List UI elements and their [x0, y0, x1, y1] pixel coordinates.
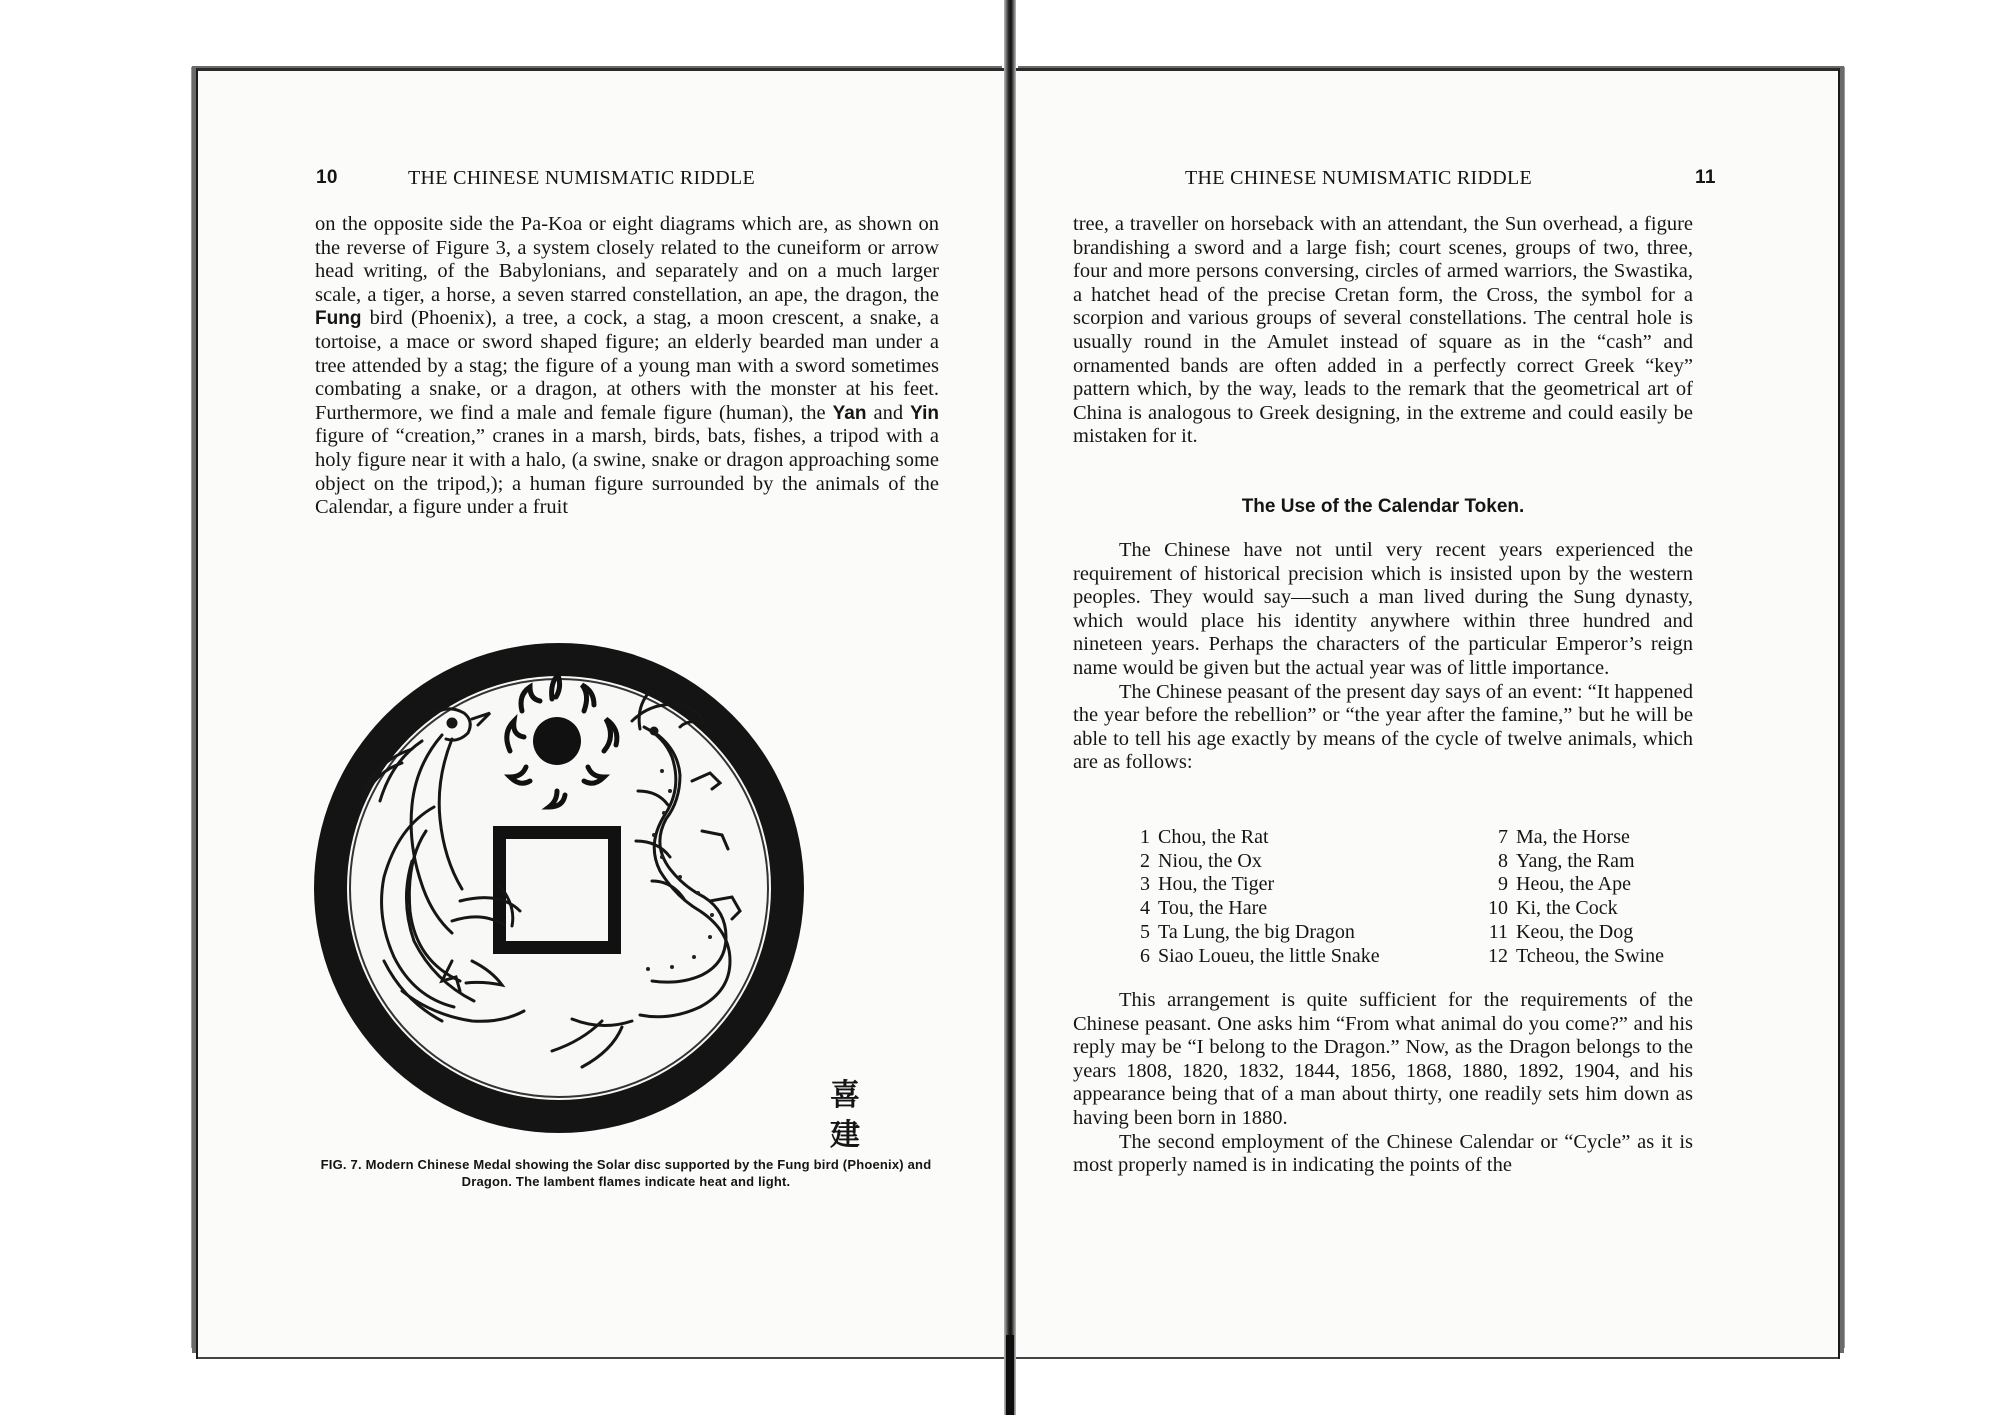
- bold-term: Yan: [832, 402, 867, 424]
- text-run: figure of “creation,” cranes in a marsh, birds, bats, fishes, a tripod with a holy figure near it with a halo, (a swine, snake or dragon approaching some object on the tripod,); a human figure surrounded by the animals of the Calendar, a figure under a fruit: [315, 425, 939, 519]
- bold-term: Yin: [910, 402, 939, 424]
- body-paragraph: This arrangement is quite sufficient for the requirements of the Chinese peasant. One asks him “From what animal do you come?” and his reply may be “I belong to the Dragon.” Now, as the Dragon belongs to the years 1808, 1820, 1832, 1844, 1856, 1868, 1880, 1892, 1904, and his appearance being that of a man about thirty, one readily sets him down as having been born in 1880.: [1073, 989, 1693, 1129]
- text-run: on the opposite side the Pa-Koa or eight diagrams which are, as shown on the reverse of Figure 3, a system closely related to the cuneiform or arrow head writing, of the Babylonians, and separately and on a much larger scale, a tiger, a horse, a seven starred constellation, an ape, the dragon, the: [315, 213, 939, 306]
- animal-row: [1128, 921, 1718, 945]
- animal-entry: [1128, 826, 1478, 850]
- animal-name: Tcheou, the Swine: [1516, 944, 1665, 967]
- animal-entry: [1478, 826, 1630, 850]
- seal-char-2: 建: [830, 1118, 860, 1153]
- animal-number: 5: [1140, 920, 1150, 943]
- animal-number: 9: [1498, 873, 1508, 896]
- animal-number: 7: [1498, 826, 1508, 848]
- caption-text-b: bird (Phoenix) and Dragon. The lambent flames indicate heat and light.: [461, 1157, 932, 1189]
- caption-text-a: Modern Chinese Medal showing the Solar disc supported by the: [365, 1157, 778, 1172]
- animal-row: [1128, 826, 1718, 850]
- animal-name: Ma, the Horse: [1516, 826, 1630, 848]
- animal-entry: [1478, 897, 1618, 921]
- seal-characters: [828, 1076, 862, 1156]
- animal-number: 3: [1140, 873, 1150, 896]
- animal-number: 6: [1140, 944, 1150, 967]
- animal-name: Yang, the Ram: [1516, 849, 1635, 872]
- animal-number: 10: [1488, 897, 1508, 920]
- animal-entry: [1128, 945, 1478, 969]
- animal-cycle-list: [1128, 826, 1718, 968]
- running-title: THE CHINESE NUMISMATIC RIDDLE: [1185, 167, 1533, 189]
- animal-name: Siao Loueu, the little Snake: [1158, 944, 1380, 967]
- animal-name: Tou, the Hare: [1158, 897, 1268, 920]
- right-page-edge: [1010, 1353, 1838, 1359]
- animal-name: Keou, the Dog: [1516, 920, 1634, 943]
- figure-caption: [310, 1156, 942, 1190]
- body-paragraph: The Chinese have not until very recent years experienced the requirement of historical precision which is insisted upon by the western peoples. They would say—such a man lived during the Sung dynasty, which would place his identity anywhere within three hundred and nineteen years. Perhaps the characters of the particular Emperor’s reign name would be given but the actual year was of little importance.: [1073, 539, 1693, 679]
- animal-number: 2: [1140, 849, 1150, 872]
- bold-term: Fung: [315, 308, 362, 330]
- animal-number: 12: [1488, 944, 1508, 967]
- animal-name: Heou, the Ape: [1516, 873, 1631, 896]
- animal-name: Ta Lung, the big Dragon: [1158, 920, 1355, 943]
- body-paragraph: The second employment of the Chinese Calendar or “Cycle” as it is most properly named is in indicating the points of the: [1073, 1130, 1693, 1177]
- animal-name: Ki, the Cock: [1516, 897, 1618, 920]
- square-hole: [506, 839, 608, 941]
- left-page: [196, 68, 1010, 1359]
- page-number: 10: [316, 167, 338, 188]
- animal-entry: [1128, 921, 1478, 945]
- body-paragraph: tree, a traveller on horseback with an attendant, the Sun overhead, a figure brandishing a sword and a large fish; court scenes, groups of two, three, four and more persons conversing, circles of armed warriors, the Swastika, a hatchet head of the precise Cretan form, the Cross, the symbol for a scorpion and various groups of several constellations. The central hole is usually round in the Amulet instead of square as in the “cash” and ornamented bands are often added in a perfectly correct Greek “key” pattern which, by the way, leads to the remark that the geometrical art of China is analogous to Greek designing, in the extreme and could easily be mistaken for it.: [1073, 213, 1693, 448]
- body-paragraph: [315, 213, 939, 520]
- left-page-edge: [198, 1353, 1010, 1359]
- book-gutter: [1004, 0, 1016, 1415]
- page-number: 11: [1695, 167, 1716, 188]
- animal-entry: [1478, 873, 1631, 897]
- figure-label: FIG. 7.: [320, 1157, 362, 1172]
- text-run: bird (Phoenix), a tree, a cock, a stag, a moon crescent, a snake, a tortoise, a mace or sword shaped figure; an elderly bearded man under a tree attended by a stag; the figure of a young man with a sword sometimes combating a snake, or a dragon, at others with the monster at his feet. Furthermore, we find a male and female figure (human), the: [315, 307, 939, 424]
- left-body-text: [315, 213, 939, 520]
- body-paragraph: The Chinese peasant of the present day says of an event: “It happened the year before the rebellion” or “the year after the famine,” but he will be able to tell his age exactly by means of the cycle of twelve animals, which are as follows:: [1073, 680, 1693, 774]
- right-body-text-mid: [1073, 539, 1693, 775]
- caption-bold: Fung: [777, 1157, 810, 1172]
- right-page: [1010, 68, 1840, 1359]
- animal-entry: [1128, 873, 1478, 897]
- text-run: and: [866, 401, 911, 424]
- animal-entry: [1128, 850, 1478, 874]
- section-heading: The Use of the Calendar Token.: [1241, 496, 1525, 517]
- medal-illustration: [302, 631, 817, 1146]
- running-title: THE CHINESE NUMISMATIC RIDDLE: [408, 167, 756, 189]
- animal-row: [1128, 873, 1718, 897]
- animal-number: 8: [1498, 849, 1508, 872]
- animal-row: [1128, 945, 1718, 969]
- seal-char-1: 喜: [830, 1078, 860, 1113]
- book-spine-bottom: [1006, 1335, 1014, 1415]
- right-body-text-top: [1073, 213, 1693, 449]
- right-body-text-end: [1073, 989, 1693, 1178]
- animal-name: Hou, the Tiger: [1158, 873, 1275, 896]
- animal-row: [1128, 850, 1718, 874]
- animal-entry: [1128, 897, 1478, 921]
- animal-number: 11: [1488, 920, 1508, 943]
- animal-number: 1: [1140, 826, 1150, 848]
- animal-number: 4: [1140, 897, 1150, 920]
- animal-entry: [1478, 850, 1635, 874]
- animal-row: [1128, 897, 1718, 921]
- solar-disc: [533, 717, 581, 765]
- animal-name: Niou, the Ox: [1158, 849, 1262, 872]
- animal-name: Chou, the Rat: [1158, 826, 1269, 848]
- animal-entry: [1478, 921, 1633, 945]
- animal-entry: [1478, 945, 1664, 969]
